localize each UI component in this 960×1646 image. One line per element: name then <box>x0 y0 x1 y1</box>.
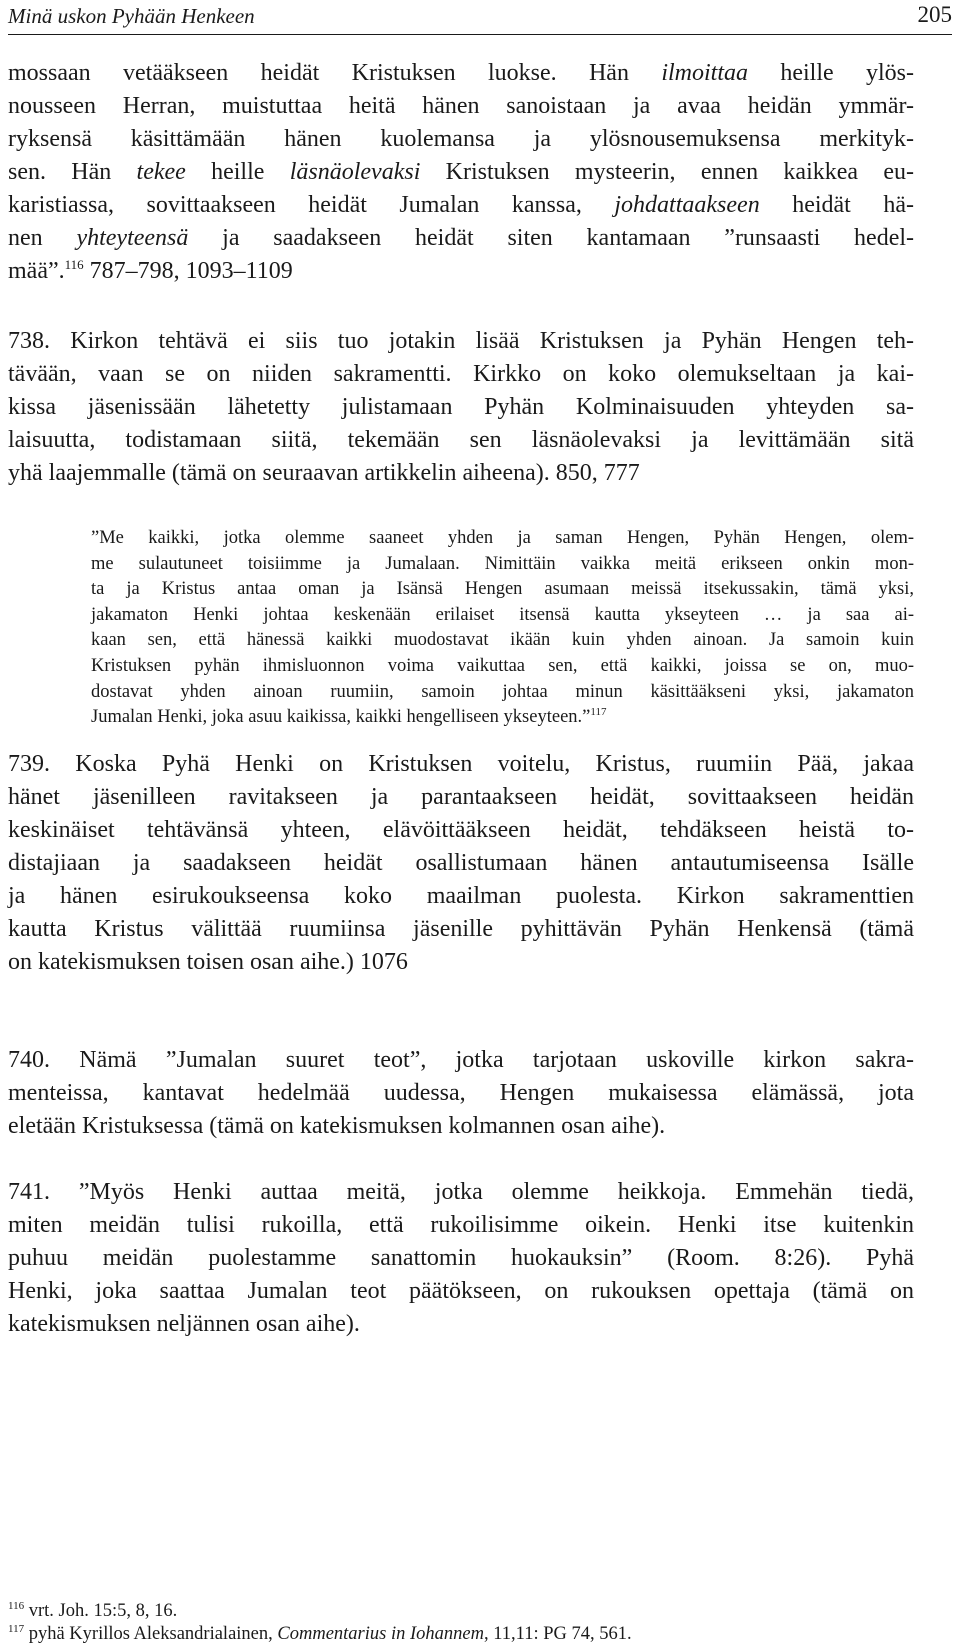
text-line: kissa jäsenissään lähetetty julistamaan Pyhän Kolminaisuuden yhteyden sa- <box>8 394 914 420</box>
text-line: 739. Koska Pyhä Henki on Kristuksen voitelu, Kristus, ruumiin Pää, jakaa <box>8 751 914 777</box>
text-line: miten meidän tulisi rukoilla, että rukoilisimme oikein. Henki itse kuitenkin <box>8 1212 914 1238</box>
quote-line: ”Me kaikki, jotka olemme saaneet yhden ja saman Hengen, Pyhän Hengen, olem- <box>91 528 914 548</box>
text-line: Henki, joka saattaa Jumalan teot päätökseen, on rukouksen opettaja (tämä on <box>8 1278 914 1304</box>
text-line: ryksensä käsittämään hänen kuolemansa ja ylösnousemuksensa merkityk- <box>8 126 914 152</box>
text-line: puhuu meidän puolestamme sanattomin huokauksin” (Room. 8:26). Pyhä <box>8 1245 914 1271</box>
footnotes <box>8 1600 914 1646</box>
footnote-ref-116: 116 <box>64 257 84 272</box>
cross-reference: 787–798, 1093–1109 <box>83 258 293 284</box>
text-line: nen yhteyteensä ja saadakseen heidät siten kantamaan ”runsaasti hedel- <box>8 225 915 251</box>
text-line: 738. Kirkon tehtävä ei siis tuo jotakin lisää Kristuksen ja Pyhän Hengen teh- <box>8 328 914 354</box>
text-line: 740. Nämä ”Jumalan suuret teot”, jotka tarjotaan uskoville kirkon sakra- <box>8 1047 914 1073</box>
paragraph-738 <box>8 325 914 490</box>
quote-line: jakamaton Henki johtaa keskenään erilaiset itsensä kautta ykseyteen … ja saa ai- <box>91 604 914 625</box>
paragraph-739 <box>8 748 914 979</box>
footnote-number: 117 <box>8 1622 25 1635</box>
footnote-117: $^{117}$ pyhä Kyrillos Aleksandrialainen, Commentarius in Iohannem, 11,11: PG 74, 561. <box>8 1622 632 1644</box>
text-line: yhä laajemmalle (tämä on seuraavan artikkelin aiheena). 850, 777 <box>8 460 640 486</box>
footnote-116: $^{116}$ vrt. Joh. 15:5, 8, 16. <box>8 1599 178 1621</box>
running-head-title: Minä uskon Pyhään Henkeen <box>8 4 255 28</box>
page-number: 205 <box>917 2 952 27</box>
text-line: on katekismuksen toisen osan aihe.) 1076 <box>8 949 408 975</box>
quote-line: ta ja Kristus antaa oman ja Isänsä Hengen asumaan meissä itsekussakin, tämä yksi, <box>91 579 914 600</box>
text-line: tävään, vaan se on niiden sakramentti. Kirkko on koko olemukseltaan ja kai- <box>8 361 914 387</box>
text-line: mossaan vetääkseen heidät Kristuksen luokse. Hän ilmoittaa heille ylös- <box>8 60 914 86</box>
text-line: ja hänen esirukoukseensa koko maailman puolesta. Kirkon sakramenttien <box>8 883 914 909</box>
running-head <box>8 0 952 35</box>
paragraph-740 <box>8 1044 914 1143</box>
text-line: laisuutta, todistamaan siitä, tekemään sen läsnäolevaksi ja levittämään sitä <box>8 427 914 453</box>
quote-line: kaan sen, että hänessä kaikki muodostavat ikään kuin yhden ainoan. Ja samoin kuin <box>91 630 914 651</box>
paragraph-741 <box>8 1176 914 1341</box>
quote-line: Jumalan Henki, joka asuu kaikissa, kaikki hengelliseen ykseyteen.”$^{117}$ <box>91 706 607 728</box>
text-line: 741. ”Myös Henki auttaa meitä, jotka olemme heikkoja. Emmehän tiedä, <box>8 1179 914 1205</box>
block-quote <box>91 526 914 731</box>
text-line: katekismuksen neljännen osan aihe). <box>8 1311 360 1337</box>
footnote-number: 116 <box>8 1599 25 1612</box>
quote-line: dostavat yhden ainoan ruumiin, samoin johtaa minun käsittääkseni yksi, jakamaton <box>91 681 914 702</box>
text-line: kautta Kristus välittää ruumiinsa jäsenille pyhittävän Pyhän Henkensä (tämä <box>8 916 914 942</box>
footnote-ref-117: 117 <box>590 706 607 718</box>
text-line: mää”.$^{116}$ 787–798, 1093–1109 <box>8 257 293 284</box>
quote-line: me sulautuneet toisiimme ja Jumalaan. Nimittäin vaikka meitä erikseen onkin mon- <box>91 553 914 574</box>
text-line: hänet jäsenilleen ravitakseen ja parantaakseen heidät, sovittaakseen heidän <box>8 784 914 810</box>
text-line: sen. Hän tekee heille läsnäolevaksi Kristuksen mysteerin, ennen kaikkea eu- <box>8 159 914 185</box>
text-line: nousseen Herran, muistuttaa heitä hänen sanoistaan ja avaa heidän ymmär- <box>8 93 914 119</box>
quote-line: Kristuksen pyhän ihmisluonnon voima vaikuttaa sen, että kaikki, joissa se on, muo- <box>91 655 914 676</box>
paragraph-continued <box>8 57 914 288</box>
text-line: menteissa, kantavat hedelmää uudessa, Hengen mukaisessa elämässä, jota <box>8 1080 914 1106</box>
text-line: karistiassa, sovittaakseen heidät Jumalan kanssa, johdattaakseen heidät hä- <box>8 192 914 218</box>
text-line: distajiaan ja saadakseen heidät osallistumaan hänen antautumiseensa Isälle <box>8 850 914 876</box>
text-line: eletään Kristuksessa (tämä on katekismuksen kolmannen osan aihe). <box>8 1113 666 1139</box>
text-line: keskinäiset tehtävänsä yhteen, elävöittääkseen heidät, tehdäkseen heistä to- <box>8 817 914 843</box>
